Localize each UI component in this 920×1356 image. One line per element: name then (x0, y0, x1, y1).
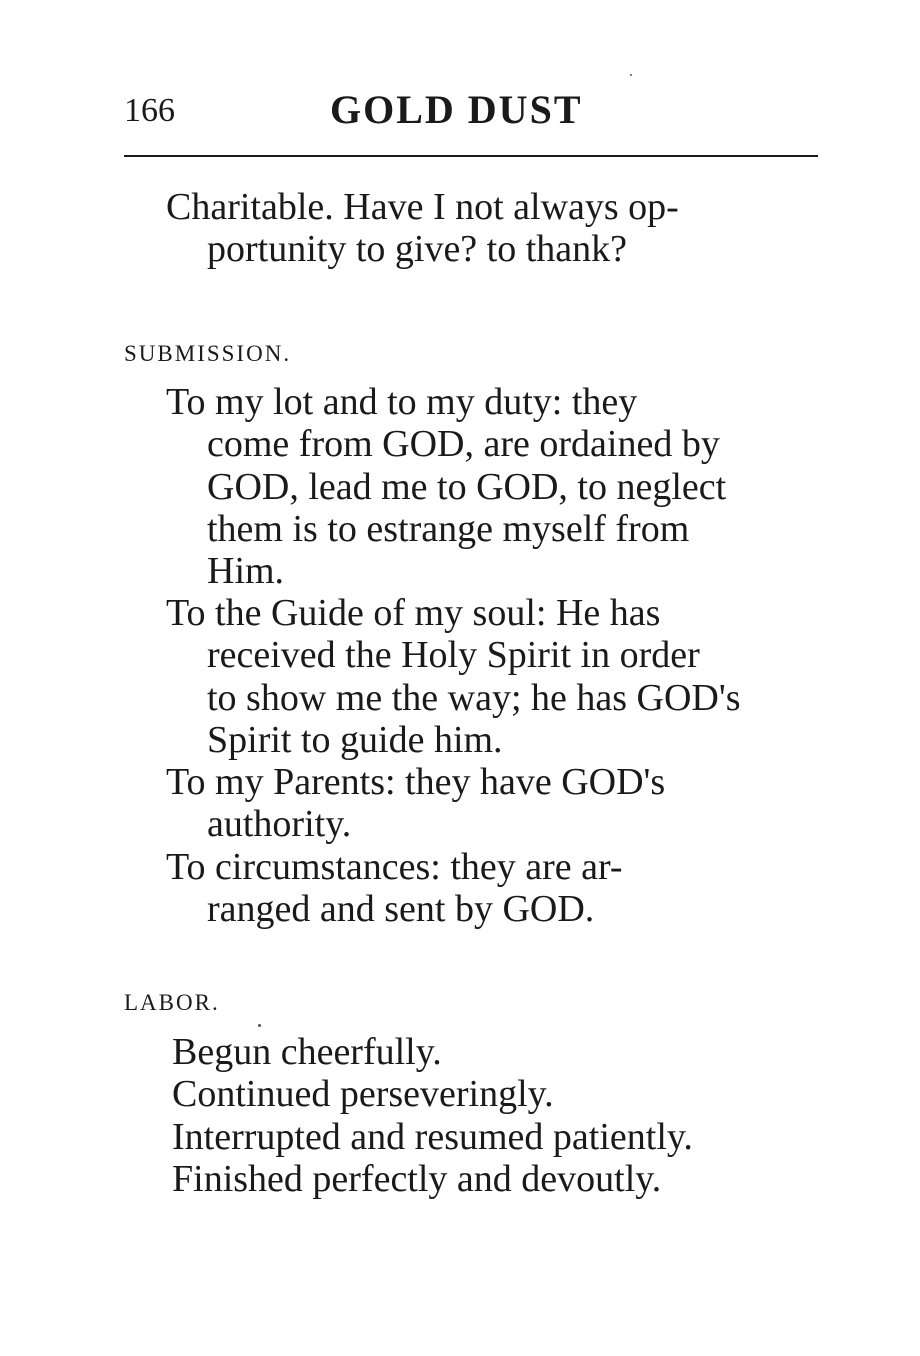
text-line: authority. (207, 803, 352, 846)
text-line: to show me the way; he has GOD's (207, 676, 741, 719)
text-line: them is to estrange myself from (207, 507, 690, 550)
text-line: portunity to give? to thank? (207, 228, 628, 271)
text-line: come from GOD, are ordained by (207, 423, 720, 466)
labor-list (172, 1031, 693, 1200)
ink-speck (258, 1024, 261, 1027)
list-item: Finished perfectly and devoutly. (172, 1157, 662, 1200)
page-header (124, 84, 818, 140)
text-line: To circumstances: they are ar- (166, 846, 623, 888)
text-line: ranged and sent by GOD. (207, 888, 595, 931)
running-title: GOLD DUST (330, 87, 583, 132)
page-number: 166 (124, 92, 175, 129)
list-item: Interrupted and resumed patiently. (172, 1115, 693, 1158)
submission-entry (166, 381, 820, 592)
section-heading-submission: SUBMISSION. (124, 341, 292, 366)
list-item: Continued perseveringly. (172, 1073, 554, 1116)
section-heading-labor: LABOR. (124, 990, 220, 1015)
list-item: Begun cheerfully. (172, 1031, 442, 1073)
header-rule (124, 155, 818, 157)
submission-entry (166, 846, 820, 931)
text-line: received the Holy Spirit in order (207, 634, 700, 677)
text-line: Spirit to guide him. (207, 718, 503, 761)
submission-entry (166, 761, 820, 846)
text-line: To my lot and to my duty: they (166, 381, 638, 423)
ink-speck (630, 74, 632, 76)
charitable-paragraph (166, 186, 820, 271)
text-line: Him. (207, 550, 285, 593)
text-line: To the Guide of my soul: He has (166, 592, 661, 634)
submission-entry (166, 592, 820, 761)
text-line: Charitable. Have I not always op- (166, 186, 679, 228)
text-line: To my Parents: they have GOD's (166, 761, 666, 803)
text-line: GOD, lead me to GOD, to neglect (207, 465, 727, 508)
